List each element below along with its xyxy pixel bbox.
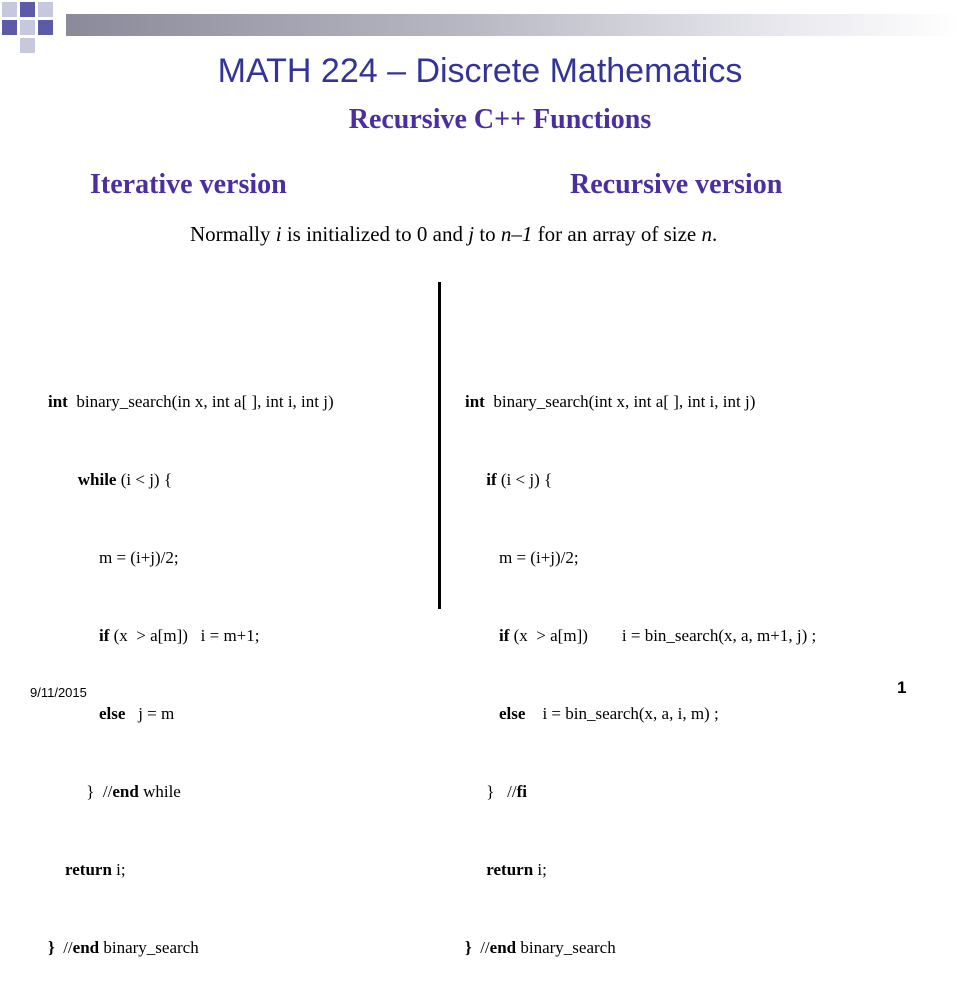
slide-date: 9/11/2015	[30, 685, 87, 700]
square-2	[20, 2, 35, 17]
code-line: return i;	[486, 860, 547, 879]
code-line: } //end binary_search	[48, 938, 199, 957]
square-3	[38, 2, 53, 17]
iterative-heading: Iterative version	[90, 169, 287, 200]
code-line: return i;	[65, 860, 126, 879]
code-line: m = (i+j)/2;	[48, 548, 179, 567]
initialization-note: Normally i is initialized to 0 and j to n–1 for an array of size n.	[190, 222, 718, 246]
header-gradient-bar	[66, 14, 960, 36]
code-line: else j = m	[99, 704, 175, 723]
iterative-code-block	[48, 337, 334, 987]
recursive-heading: Recursive version	[570, 169, 783, 200]
slide-number: 1	[897, 678, 907, 697]
slide-subtitle: Recursive C++ Functions	[348, 104, 652, 135]
square-4	[2, 20, 17, 35]
square-5	[20, 20, 35, 35]
code-line: while (i < j) {	[77, 470, 172, 489]
code-line: int binary_search(int x, int a[ ], int i, int j)	[465, 392, 756, 411]
square-6	[38, 20, 53, 35]
square-7	[20, 38, 35, 53]
code-line: } //fi	[465, 782, 527, 801]
code-line: if (x > a[m]) i = bin_search(x, a, m+1, j) ;	[499, 626, 817, 645]
code-line: if (x > a[m]) i = m+1;	[99, 626, 260, 645]
slide-title: MATH 224 – Discrete Mathematics	[217, 52, 743, 90]
code-line: else i = bin_search(x, a, i, m) ;	[499, 704, 719, 723]
square-1	[2, 2, 17, 17]
column-divider	[438, 282, 441, 609]
recursive-code-block	[465, 337, 816, 987]
code-line: } //end while	[48, 782, 181, 801]
code-line: if (i < j) {	[486, 470, 553, 489]
code-line: } //end binary_search	[465, 938, 616, 957]
code-line: m = (i+j)/2;	[465, 548, 579, 567]
code-line: int binary_search(in x, int a[ ], int i, int j)	[48, 392, 334, 411]
